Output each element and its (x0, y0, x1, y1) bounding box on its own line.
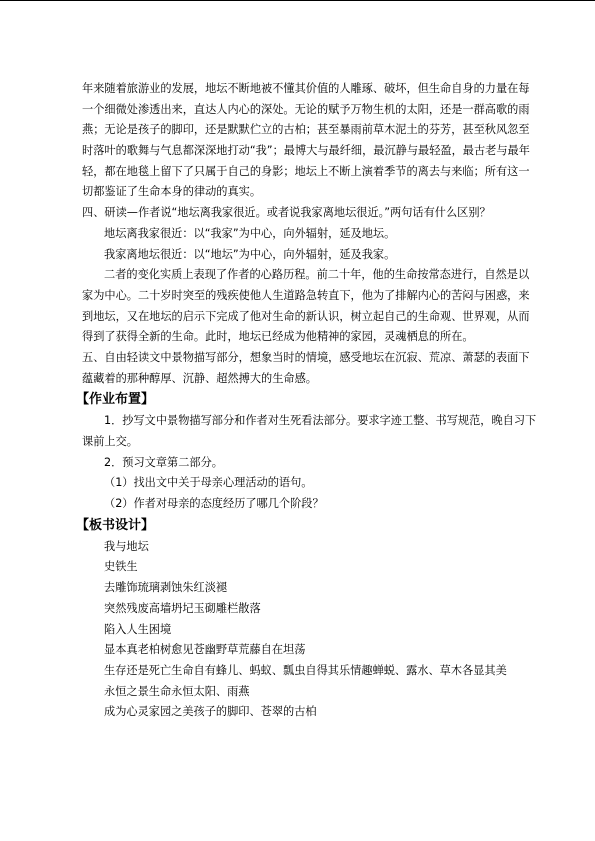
homework-heading: 【作业布置】 (76, 392, 155, 408)
homework-subitem-2: （2）作者对母亲的态度经历了哪几个阶段？ (104, 497, 324, 511)
paragraph-earth-altar-life (82, 79, 542, 203)
board-design-list (82, 537, 542, 723)
text-line: 轻，都在地毯上留下了只属于自己的身影；地坛上不断上演着季节的离去与来临；所有这一 (82, 164, 530, 178)
document-body (76, 79, 542, 723)
paragraph-mental-journey (82, 265, 542, 348)
question-five (82, 348, 542, 389)
text-line: 得到了获得全新的生命。此时，地坛已经成为他精神的家园，灵魂栖息的所在。 (82, 330, 474, 344)
text-line: 家为中心。二十岁时突至的残疾使他人生道路急转直下，他为了排解内心的苦闷与困惑，来 (82, 288, 530, 302)
homework-item-1-cont: 课前上交。 (82, 435, 138, 448)
text-line: 蕴藏着的那种醇厚、沉静、超然搏大的生命感。 (82, 371, 317, 385)
board-line: 生存还是死亡生命自有蜂儿、蚂蚁、瓢虫自得其乐情趣蝉蜕、露水、草木各显其美 (104, 663, 507, 677)
board-design-heading: 【板书设计】 (76, 517, 155, 533)
text-line: 二者的变化实质上表现了作者的心路历程。前二十年，他的生命按常态进行，自然是以 (104, 268, 530, 282)
homework-item-1: 1．抄写文中景物描写部分和作者对生死看法部分。要求字迹工整、书写规范，晚自习下 (104, 414, 537, 428)
board-line: 成为心灵家园之美孩子的脚印、苍翠的古柏 (104, 705, 317, 719)
question-four: 四、研读—作者说“地坛离我家很近。或者说我家离地坛很近。”两句话有什么区别？ (82, 206, 491, 220)
text-line: 五、自由轻读文中景物描写部分，想象当时的情境，感受地坛在沉寂、荒凉、萧瑟的表面下 (82, 350, 530, 364)
text-line: 年来随着旅游业的发展，地坛不断地被不懂其价值的人雕琢、破坏，但生命自身的力量在每 (82, 82, 530, 95)
text-line: 到地坛，又在地坛的启示下完成了他对生命的新认识，树立起自己的生命观、世界观，从而 (82, 309, 530, 323)
board-line: 史铁生 (104, 560, 138, 574)
board-line: 显本真老柏树愈见苍幽野草荒藤自在坦荡 (104, 643, 306, 657)
answer-line: 地坛离我家很近：以“我家”为中心，向外辐射，延及地坛。 (104, 226, 396, 240)
board-line: 突然残废高墙坍圮玉砌雕栏散落 (104, 601, 261, 615)
board-line: 永恒之景生命永恒太阳、雨燕 (104, 684, 250, 698)
board-line: 去雕饰琉璃剥蚀朱红淡褪 (104, 581, 228, 595)
page-top-rule (0, 0, 595, 1)
board-line: 陷入人生困境 (104, 622, 172, 636)
text-line: 一个细微处渗透出来，直达人内心的深处。无论的赋予万物生机的太阳，还是一群高歌的雨 (82, 102, 530, 116)
text-line: 燕；无论是孩子的脚印，还是默默伫立的古柏；甚至暴雨前草木泥土的芬芳，甚至秋风忽至 (82, 123, 530, 137)
homework-subitem-1: （1）找出文中关于母亲心理活动的语句。 (104, 476, 313, 490)
answer-line: 我家离地坛很近：以“地坛”为中心，向外辐射，延及我家。 (104, 247, 396, 261)
board-line: 我与地坛 (104, 539, 149, 553)
homework-item-2: 2．预习文章第二部分。 (104, 455, 223, 469)
text-line: 切都鉴证了生命本身的律动的真实。 (82, 185, 262, 199)
text-line: 时落叶的歌舞与气息都深深地打动“我”；最博大与最纤细，最沉静与最轻盈，最古老与最年 (82, 144, 530, 158)
